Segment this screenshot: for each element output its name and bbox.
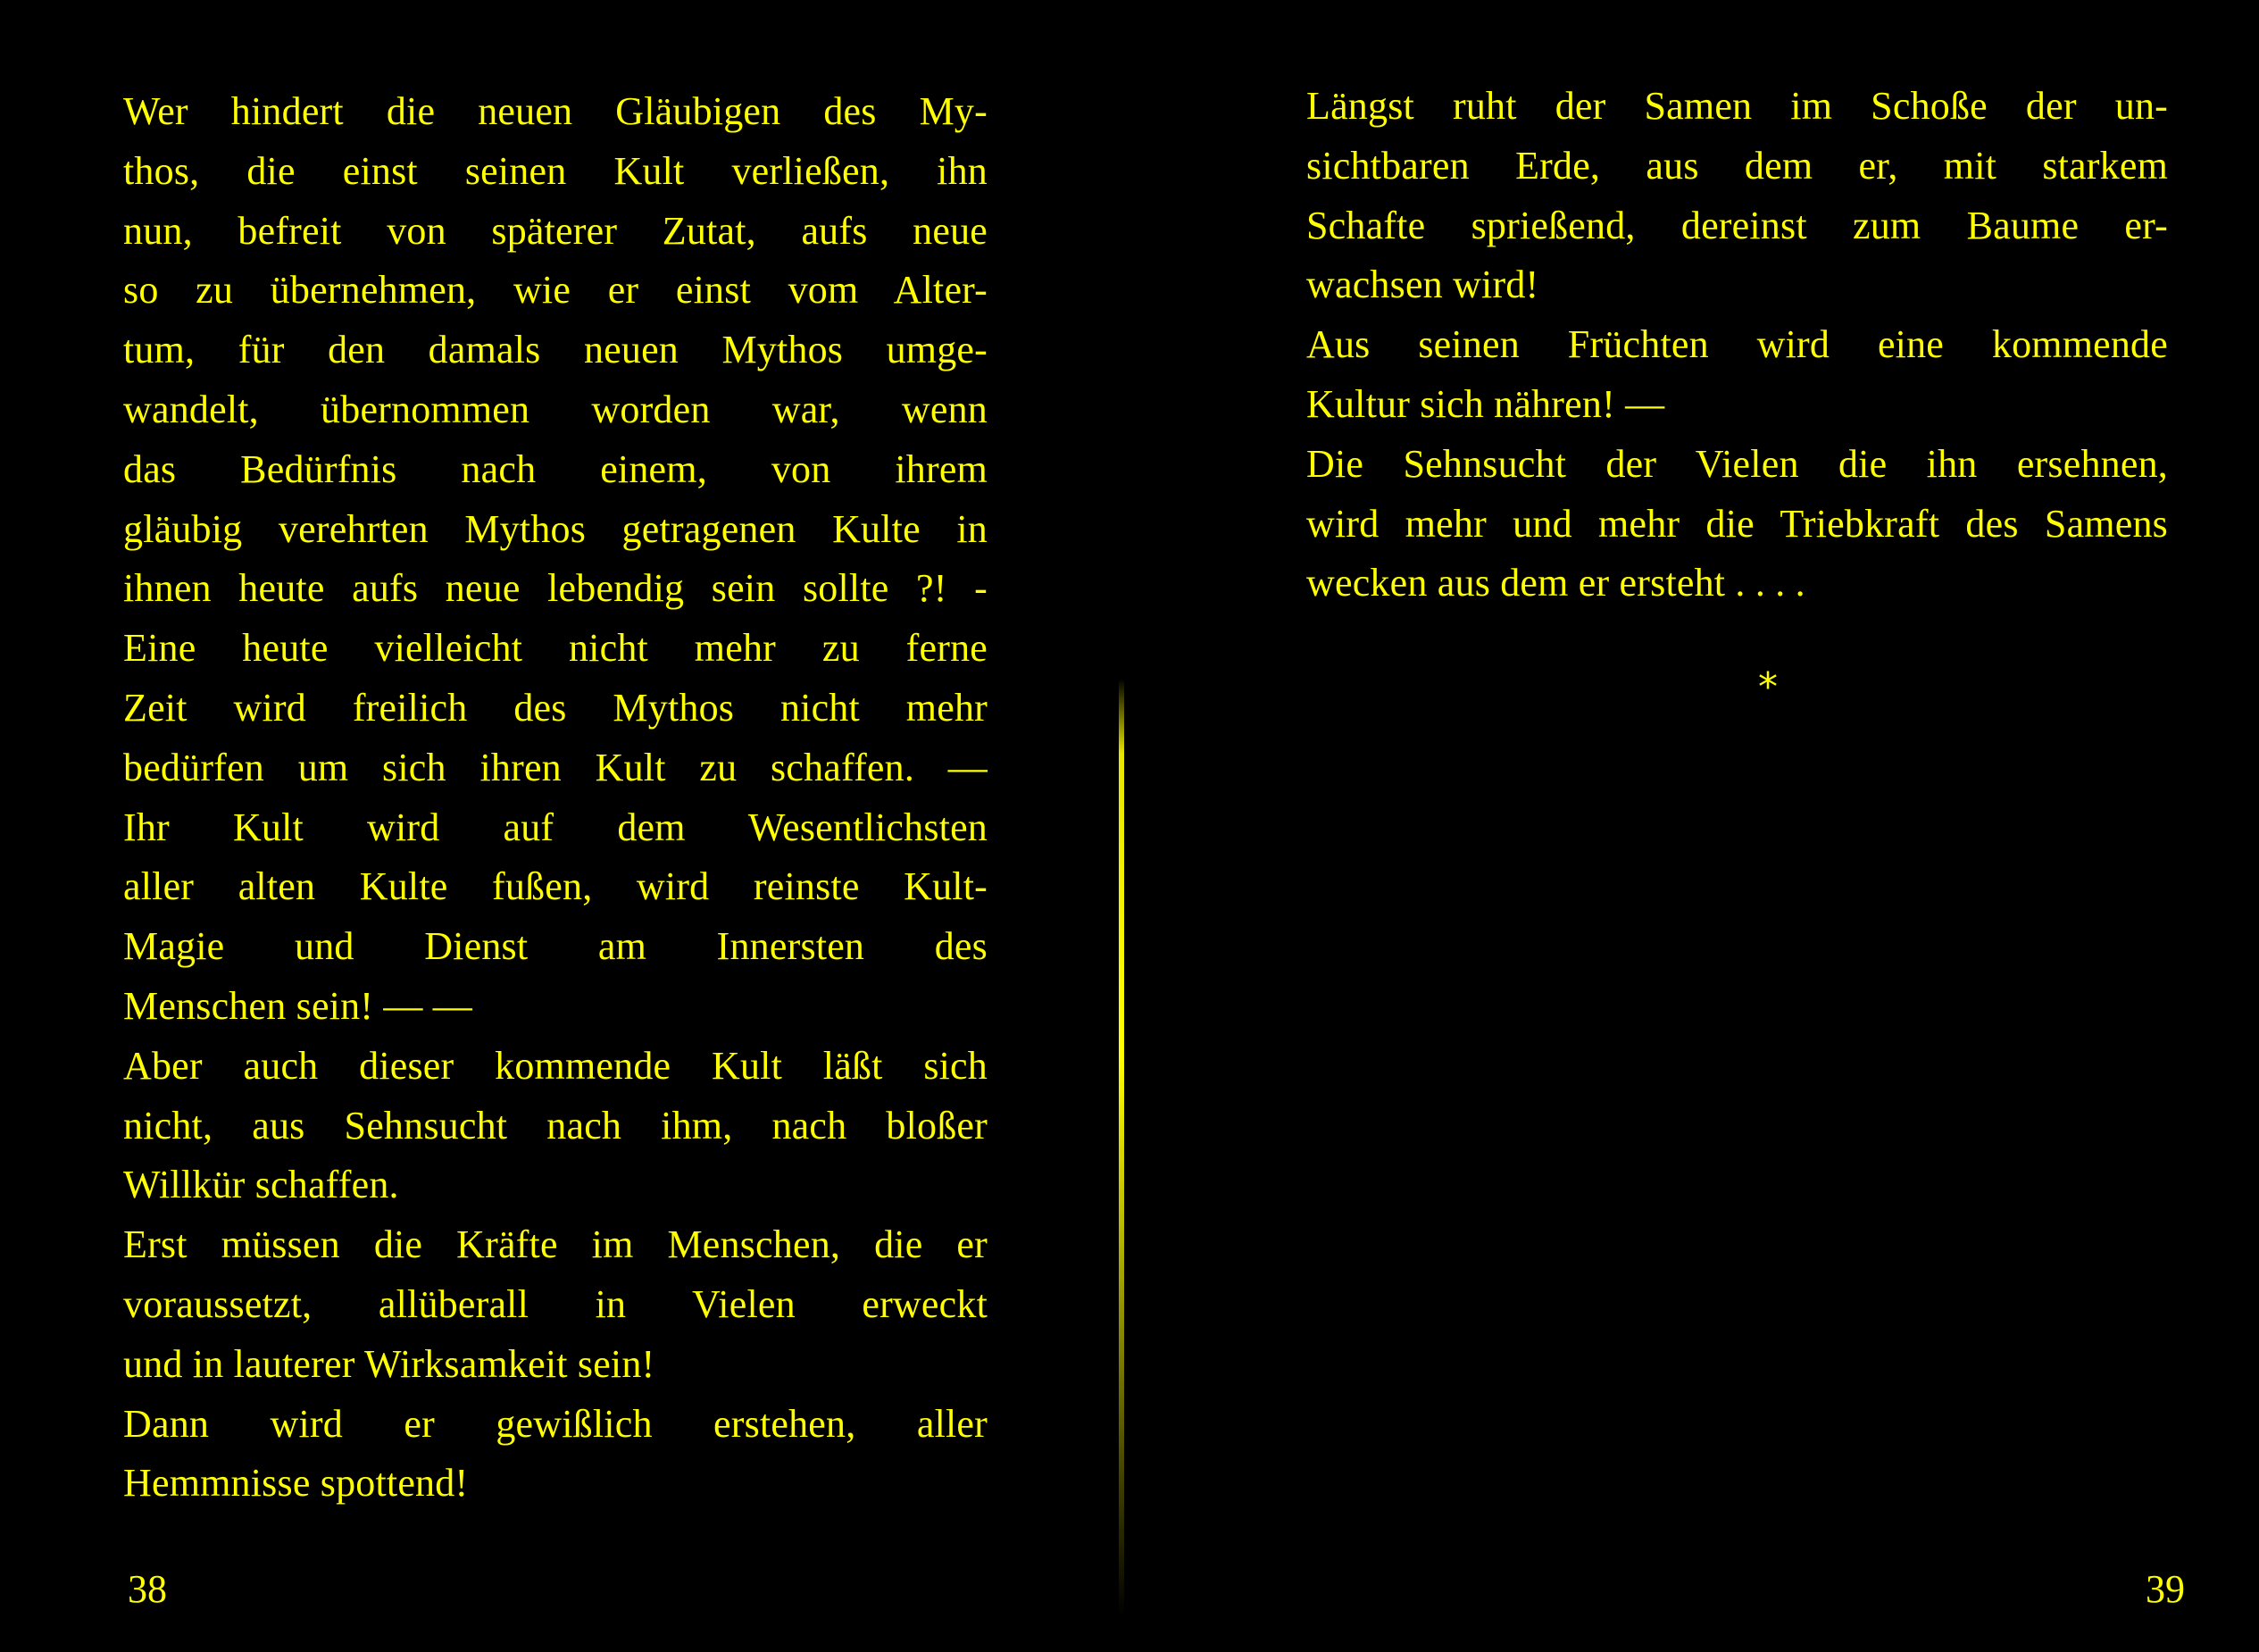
text-line: ihnen heute aufs neue lebendig sein sollte ?! - — [123, 566, 988, 611]
page-number-right: 39 — [2146, 1567, 2185, 1611]
text-line: nun, befreit von späterer Zutat, aufs neue — [123, 208, 988, 253]
text-line: Erst müssen die Kräfte im Menschen, die er — [123, 1222, 988, 1267]
text-line: Menschen sein! — — — [123, 983, 472, 1028]
text-line: Magie und Dienst am Innersten des — [123, 924, 988, 969]
text-line: das Bedürfnis nach einem, von ihrem — [123, 446, 988, 491]
text-line: Schafte sprießend, dereinst zum Baume er- — [1306, 203, 2168, 247]
text-line: wecken aus dem er ersteht . . . . — [1306, 561, 1805, 605]
text-line: Wer hindert die neuen Gläubigen des My- — [123, 89, 988, 133]
page-number-left: 38 — [128, 1567, 167, 1611]
text-line: so zu übernehmen, wie er einst vom Alter- — [123, 268, 988, 313]
text-line: aller alten Kulte fußen, wird reinste Kult- — [123, 864, 988, 909]
text-line: Dann wird er gewißlich erstehen, aller — [123, 1401, 988, 1446]
text-line: nicht, aus Sehnsucht nach ihm, nach bloßer — [123, 1103, 988, 1147]
text-line: bedürfen um sich ihren Kult zu schaffen. — — [123, 745, 988, 789]
text-line: Willkür schaffen. — [123, 1163, 399, 1207]
text-line: Die Sehnsucht der Vielen die ihn ersehnen, — [1306, 441, 2168, 486]
right-page-text — [1306, 77, 2168, 613]
text-line: thos, die einst seinen Kult verließen, ihn — [123, 148, 988, 193]
text-line: Kultur sich nähren! — — [1306, 381, 1665, 426]
text-line: wandelt, übernommen worden war, wenn — [123, 387, 988, 431]
right-page — [1138, 0, 2259, 1652]
book-gutter — [1119, 679, 1124, 1616]
text-line: Hemmnisse spottend! — [123, 1461, 469, 1506]
text-line: Längst ruht der Samen im Schoße der un- — [1306, 84, 2168, 128]
text-line: Aber auch dieser kommende Kult läßt sich — [123, 1043, 988, 1088]
text-line: Eine heute vielleicht nicht mehr zu ferne — [123, 626, 988, 671]
text-line: wird mehr und mehr die Triebkraft des Samens — [1306, 501, 2168, 546]
text-line: sichtbaren Erde, aus dem er, mit starkem — [1306, 143, 2168, 188]
text-line: gläubig verehrten Mythos getragenen Kulte in — [123, 506, 988, 551]
text-line: und in lauterer Wirksamkeit sein! — [123, 1341, 655, 1386]
left-page — [0, 0, 1121, 1652]
text-line: tum, für den damals neuen Mythos umge- — [123, 328, 988, 372]
text-line: Aus seinen Früchten wird eine kommende — [1306, 322, 2168, 367]
text-line: Ihr Kult wird auf dem Wesentlichsten — [123, 805, 988, 849]
section-ornament: * — [1758, 664, 1778, 710]
text-line: voraussetzt, allüberall in Vielen erweckt — [123, 1281, 988, 1326]
text-line: wachsen wird! — [1306, 263, 1539, 307]
text-line: Zeit wird freilich des Mythos nicht mehr — [123, 685, 988, 730]
left-page-text — [123, 82, 988, 1514]
